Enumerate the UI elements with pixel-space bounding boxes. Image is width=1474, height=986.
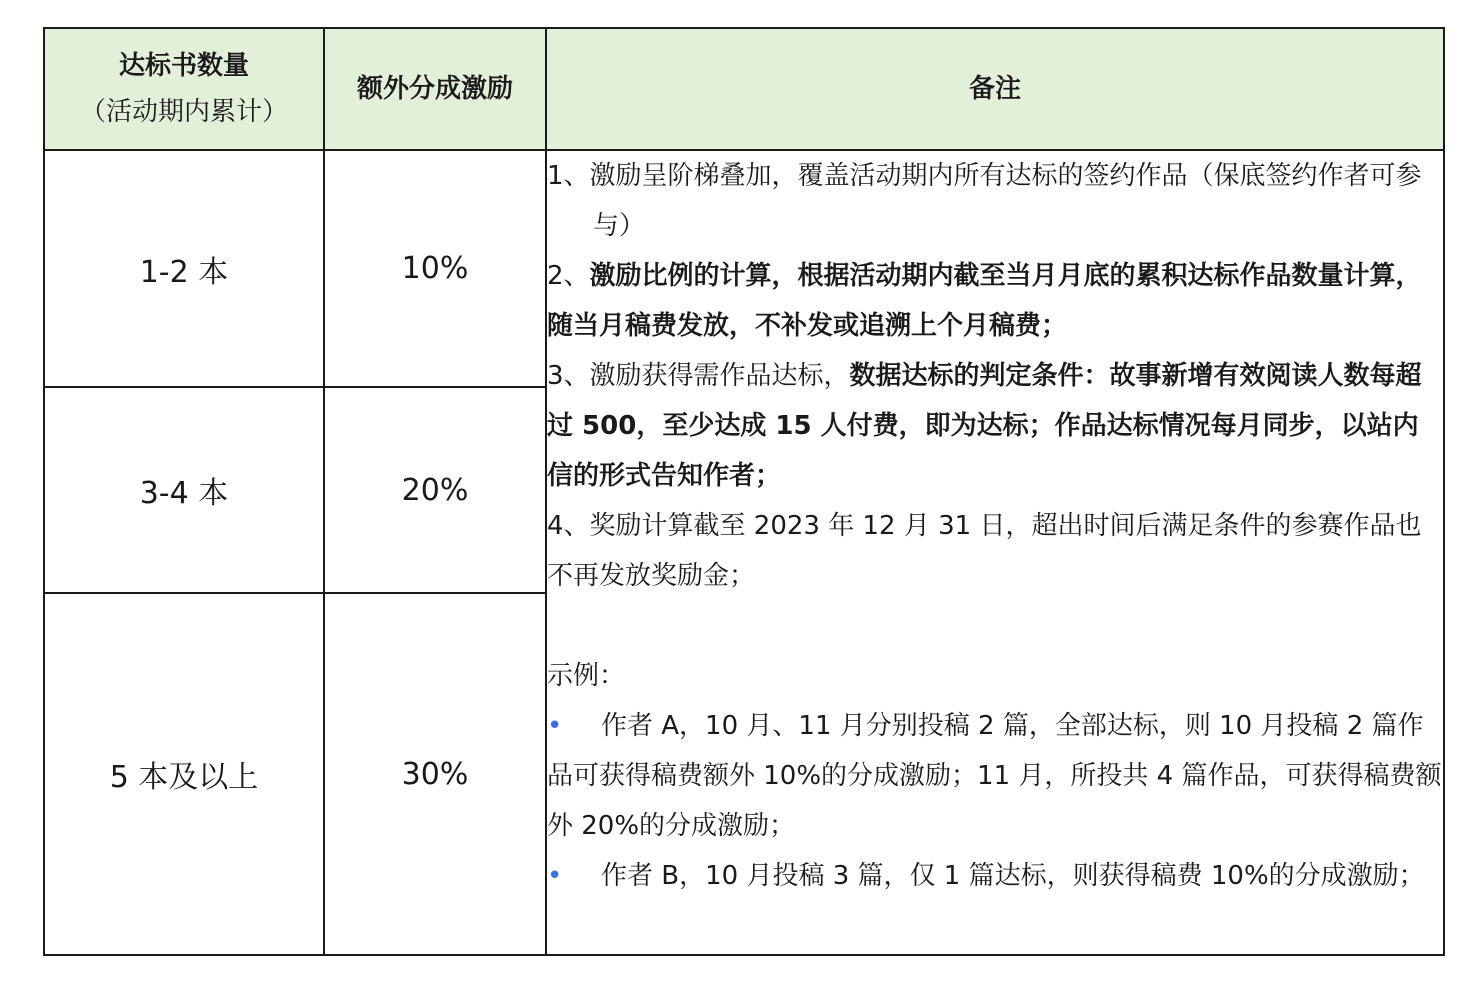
- note-2: [547, 251, 1443, 351]
- bonus-cell: 20%: [324, 387, 546, 593]
- header-books-count: [44, 28, 324, 150]
- header-books-count-title: 达标书数量: [118, 51, 249, 81]
- note-3-bold: 数据达标的判定条件：故事新增有效阅读人数每超过 500，至少达成 15 人付费，即为达标；作品达标情况每月同步，以站内信的形式告知作者；: [547, 361, 1422, 491]
- note-2-bold: 激励比例的计算，根据活动期内截至当月月底的累积达标作品数量计算，随当月稿费发放，不补发或追溯上个月稿费；: [547, 261, 1422, 341]
- books-count-cell: 1-2 本: [44, 150, 324, 387]
- notes-cell: [546, 150, 1444, 955]
- bonus-cell: 30%: [324, 593, 546, 955]
- bonus-cell: 10%: [324, 150, 546, 387]
- example-label: 示例：: [547, 661, 626, 691]
- bullet-icon: •: [547, 861, 563, 891]
- reward-table: [43, 27, 1445, 956]
- books-count-cell: 5 本及以上: [44, 593, 324, 955]
- table-row: [44, 150, 1444, 387]
- header-bonus: 额外分成激励: [324, 28, 546, 150]
- books-count-cell: 3-4 本: [44, 387, 324, 593]
- note-1: 1、激励呈阶梯叠加，覆盖活动期内所有达标的签约作品（保底签约作者可参与）: [547, 161, 1422, 241]
- example-item-2: [547, 851, 1443, 901]
- note-3-prefix: 3、激励获得需作品达标，: [547, 361, 850, 391]
- header-books-count-subtitle: （活动期内累计）: [79, 97, 288, 127]
- header-notes: 备注: [546, 28, 1444, 150]
- spacer: [547, 601, 1443, 651]
- note-4: 4、奖励计算截至 2023 年 12 月 31 日，超出时间后满足条件的参赛作品也不再发放奖励金；: [547, 511, 1422, 591]
- example-item-1: [547, 701, 1443, 851]
- table-header-row: [44, 28, 1444, 150]
- note-2-prefix: 2、: [547, 261, 590, 291]
- example-item-2-text: 作者 B，10 月投稿 3 篇，仅 1 篇达标，则获得稿费 10%的分成激励；: [601, 861, 1425, 891]
- bullet-icon: •: [547, 711, 563, 741]
- note-3: [547, 351, 1443, 501]
- example-item-1-text: 作者 A，10 月、11 月分别投稿 2 篇，全部达标，则 10 月投稿 2 篇作品可获得稿费额外 10%的分成激励；11 月，所投共 4 篇作品，可获得稿费额外 20%的分成激励；: [547, 711, 1442, 841]
